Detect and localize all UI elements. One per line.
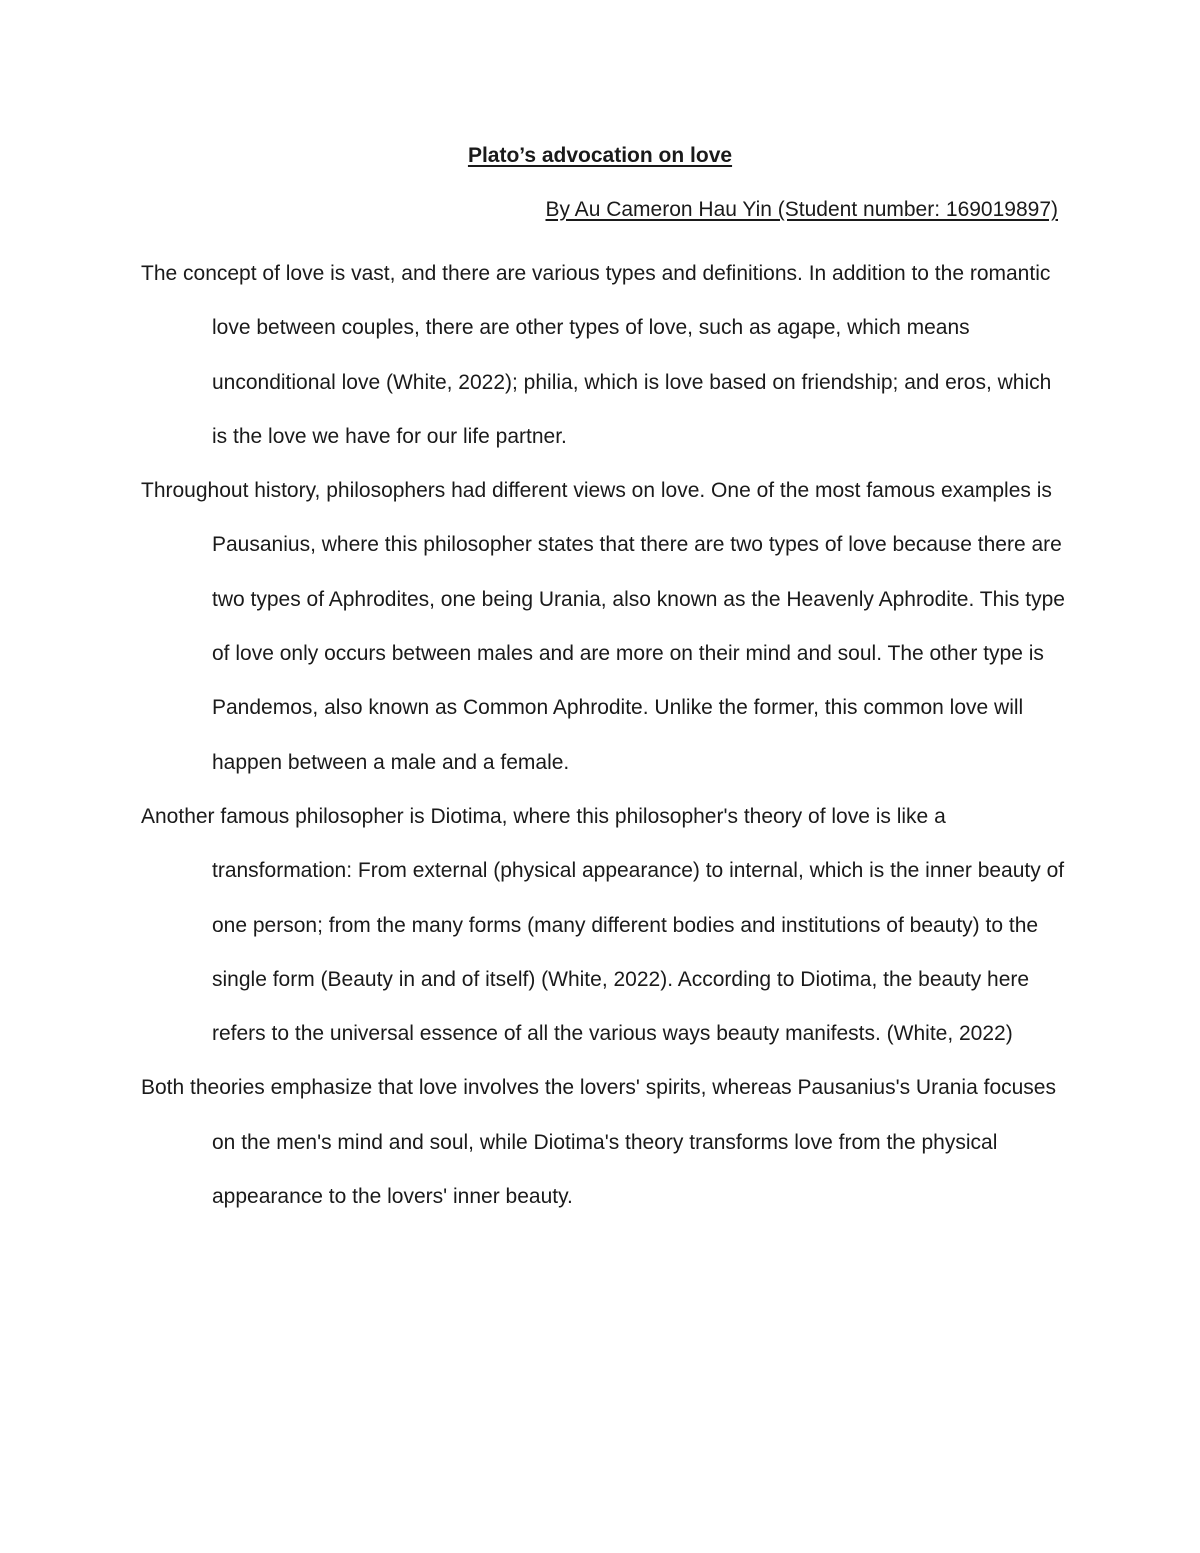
paragraph-diotima: Another famous philosopher is Diotima, where this philosopher's theory of love is like a transformation: From external (physical appearance) to internal, which is the inner beauty of one person; from the many forms (many different bodies and institutions of beauty) to the single form (Beauty in and of itself) (White, 2022). According to Diotima, the beauty here refers to the universal essence of all the various ways beauty manifests. (White, 2022): [141, 804, 1065, 1046]
document-title: Plato’s advocation on love: [467, 144, 733, 167]
paragraph-comparison: Both theories emphasize that love involves the lovers' spirits, whereas Pausanius's Urania focuses on the men's mind and soul, while Diotima's theory transforms love from the physical appearance to the lovers' inner beauty.: [141, 1076, 1056, 1209]
paragraph-pausanius: Throughout history, philosophers had different views on love. One of the most famous examples is Pausanius, where this philosopher states that there are two types of love because there are two types of Aphrodites, one being Urania, also known as the Heavenly Aphrodite. This type of love only occurs between males and are more on their mind and soul. The other type is Pandemos, also known as Common Aphrodite. Unlike the former, this common love will happen between a male and a female.: [141, 479, 1065, 774]
document-body: [141, 247, 1066, 1224]
author-byline: By Au Cameron Hau Yin (Student number: 169019897): [545, 198, 1058, 221]
paragraph-types-of-love: The concept of love is vast, and there are various types and definitions. In addition to the romantic love between couples, there are other types of love, such as agape, which means unconditional love (White, 2022); philia, which is love based on friendship; and eros, which is the love we have for our life partner.: [141, 262, 1052, 448]
